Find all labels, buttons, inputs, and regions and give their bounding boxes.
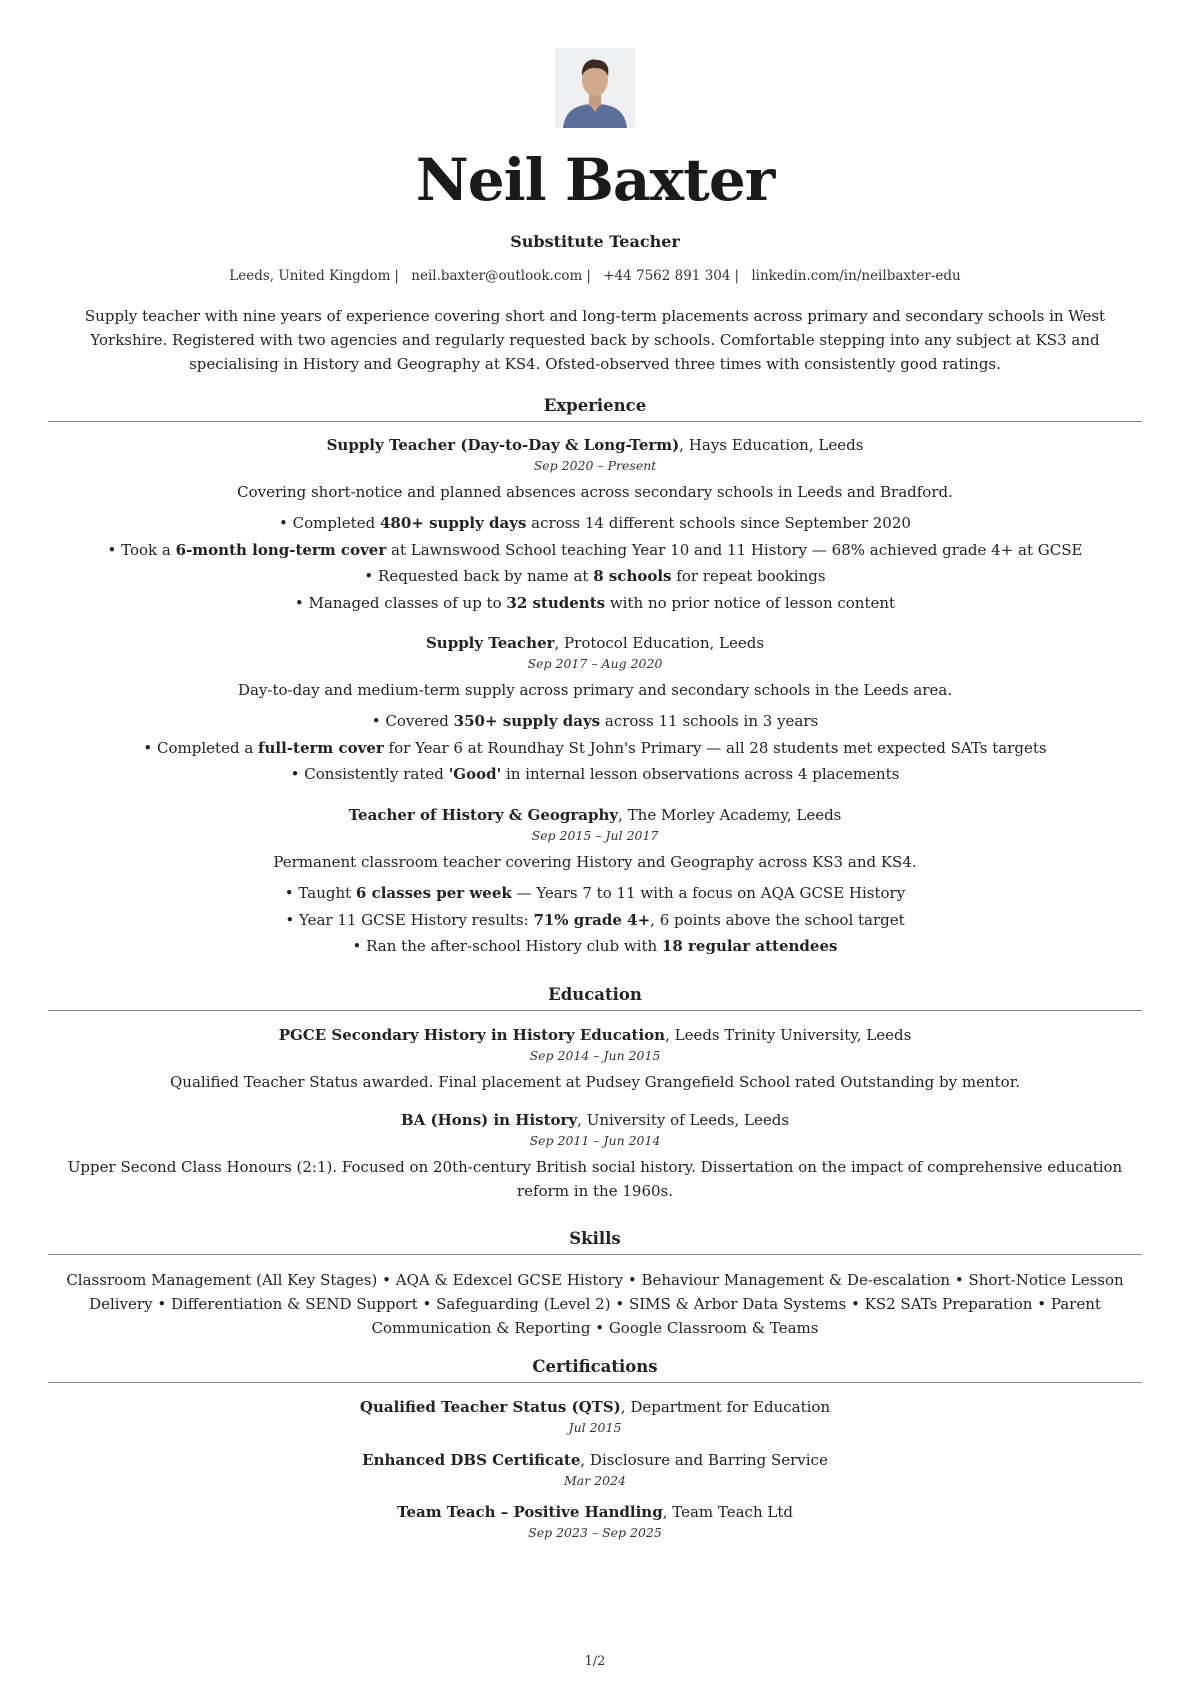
experience-entry [48, 804, 1142, 960]
entry-heading [48, 1501, 1142, 1523]
bullet-item: • Year 11 GCSE History results: 71% grade 4+, 6 points above the school target [285, 910, 905, 929]
profile-photo [555, 48, 635, 128]
resume-page [48, 0, 1142, 1683]
skill-item: Short-Notice Lesson Delivery [89, 1271, 1124, 1313]
entry-org: , Protocol Education, Leeds [554, 634, 765, 652]
bullet-item: • Took a 6-month long-term cover at Lawnswood School teaching Year 10 and 11 History — 68% achieved grade 4+ at GCSE [107, 540, 1083, 559]
contact-separator: | [586, 268, 591, 284]
entry-org: , Leeds Trinity University, Leeds [665, 1026, 912, 1044]
person-portrait-icon [555, 48, 635, 128]
entry-role: Supply Teacher (Day-to-Day & Long-Term) [326, 436, 680, 454]
skill-item: Safeguarding (Level 2) [436, 1295, 611, 1313]
certification-entry [48, 1449, 1142, 1491]
skill-item: KS2 SATs Preparation [864, 1295, 1033, 1313]
entry-dates: Sep 2014 – Jun 2015 [529, 1048, 661, 1063]
bullet-item: • Consistently rated 'Good' in internal lesson observations across 4 placements [290, 765, 900, 783]
entry-description: Permanent classroom teacher covering History and Geography across KS3 and KS4. [273, 853, 917, 871]
skill-item: Differentiation & SEND Support [170, 1295, 418, 1313]
certification-entry [48, 1396, 1142, 1438]
section-heading-experience: Experience [48, 396, 1142, 422]
experience-entry [48, 632, 1142, 788]
entry-org: , Hays Education, Leeds [679, 436, 864, 454]
entry-role: BA (Hons) in History [400, 1111, 578, 1129]
education-entry [48, 1024, 1142, 1094]
entry-heading [48, 1109, 1142, 1131]
section-heading-education: Education [48, 985, 1142, 1011]
bullet-item: • Taught 6 classes per week — Years 7 to 11 with a focus on AQA GCSE History [284, 884, 906, 902]
entry-heading [48, 434, 1142, 456]
entry-role: PGCE Secondary History in History Education [278, 1026, 666, 1044]
bullet-list [48, 880, 1142, 960]
entry-heading [48, 1449, 1142, 1471]
bullet-list [48, 510, 1142, 616]
education-entry [48, 1109, 1142, 1203]
entry-dates: Sep 2017 – Aug 2020 [527, 656, 663, 671]
contact-email[interactable]: neil.baxter@outlook.com [411, 268, 583, 284]
contact-separator: | [394, 268, 399, 284]
entry-heading [48, 632, 1142, 654]
entry-role: Teacher of History & Geography [348, 806, 619, 824]
entry-heading [48, 1396, 1142, 1418]
entry-org: , Department for Education [620, 1398, 831, 1416]
contact-line [48, 268, 1142, 284]
entry-role: Team Teach – Positive Handling [397, 1503, 663, 1521]
bullet-item: • Ran the after-school History club with 18 regular attendees [352, 937, 838, 955]
profile-summary: Supply teacher with nine years of experience covering short and long-term placements across primary and secondary schools in West Yorkshire. Registered with two agencies and regularly requested back by schools. Comfortable stepping into any subject at KS3 and specialising in History and Geography at KS4. Ofsted-observed three times with consistently good ratings. [84, 307, 1106, 373]
entry-heading [48, 1024, 1142, 1046]
job-title: Substitute Teacher [510, 232, 680, 251]
skill-item: Classroom Management (All Key Stages) [66, 1271, 378, 1289]
bullet-item: • Completed a full-term cover for Year 6 at Roundhay St John's Primary — all 28 students met expected SATs targets [143, 738, 1047, 757]
entry-dates: Sep 2023 – Sep 2025 [528, 1525, 662, 1540]
entry-org: , The Morley Academy, Leeds [618, 806, 842, 824]
contact-phone[interactable]: +44 7562 891 304 [603, 268, 731, 284]
bullet-item: • Completed 480+ supply days across 14 different schools since September 2020 [279, 514, 911, 532]
entry-role: Qualified Teacher Status (QTS) [359, 1398, 621, 1416]
experience-entry [48, 434, 1142, 616]
entry-org: , University of Leeds, Leeds [577, 1111, 790, 1129]
entry-dates: Sep 2020 – Present [533, 458, 657, 473]
entry-dates: Sep 2015 – Jul 2017 [531, 828, 659, 843]
entry-description: Upper Second Class Honours (2:1). Focused on 20th-century British social history. Dissertation on the impact of comprehensive education reform in the 1960s. [67, 1158, 1123, 1200]
entry-role: Supply Teacher [425, 634, 555, 652]
bullet-item: • Managed classes of up to 32 students with no prior notice of lesson content [294, 593, 896, 612]
bullet-item: • Requested back by name at 8 schools for repeat bookings [364, 567, 826, 585]
skill-item: Behaviour Management & De-escalation [641, 1271, 951, 1289]
page-number: 1/2 [584, 1654, 606, 1669]
section-heading-certifications: Certifications [48, 1357, 1142, 1383]
entry-description: Covering short-notice and planned absences across secondary schools in Leeds and Bradford. [237, 483, 953, 501]
contact-separator: | [734, 268, 740, 284]
entry-dates: Sep 2011 – Jun 2014 [529, 1133, 661, 1148]
entry-org: , Team Teach Ltd [662, 1503, 793, 1521]
entry-dates: Jul 2015 [568, 1420, 622, 1435]
skill-item: Google Classroom & Teams [608, 1319, 819, 1337]
skills-list: Classroom Management (All Key Stages) • AQA & Edexcel GCSE History • Behaviour Management & De-escalation • Short-Notice Lesson Delivery • Differentiation & SEND Support • Safeguarding (Level 2) • SIMS & Arbor Data Systems • KS2 SATs Preparation • Parent Communication & Reporting • Google Classroom & Teams [66, 1271, 1124, 1337]
skill-item: SIMS & Arbor Data Systems [628, 1295, 847, 1313]
section-heading-skills: Skills [48, 1229, 1142, 1255]
entry-description: Qualified Teacher Status awarded. Final placement at Pudsey Grangefield School rated Outstanding by mentor. [170, 1073, 1020, 1091]
skill-item: AQA & Edexcel GCSE History [395, 1271, 624, 1289]
certification-entry [48, 1501, 1142, 1543]
skill-item: Parent Communication & Reporting [371, 1295, 1101, 1337]
bullet-list [48, 708, 1142, 788]
contact-linkedin[interactable]: linkedin.com/in/neilbaxter-edu [751, 268, 961, 284]
entry-org: , Disclosure and Barring Service [580, 1451, 828, 1469]
entry-description: Day-to-day and medium-term supply across primary and secondary schools in the Leeds area. [237, 681, 953, 699]
entry-role: Enhanced DBS Certificate [362, 1451, 581, 1469]
candidate-name: Neil Baxter [415, 146, 775, 214]
bullet-item: • Covered 350+ supply days across 11 schools in 3 years [371, 712, 819, 730]
entry-heading [48, 804, 1142, 826]
entry-dates: Mar 2024 [563, 1473, 626, 1488]
contact-location: Leeds, United Kingdom [229, 268, 391, 284]
